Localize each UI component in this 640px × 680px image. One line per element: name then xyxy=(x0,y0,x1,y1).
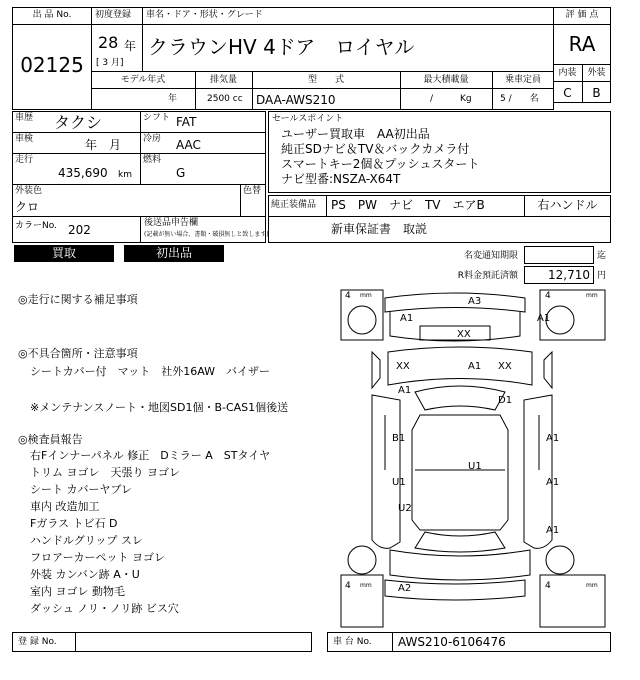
inspector-line: 室内 ヨゴレ 動物毛 xyxy=(30,585,125,598)
inspector-line: 車内 改造加工 xyxy=(30,500,100,513)
displacement: 2500 cc xyxy=(207,94,243,104)
tire-bl: 4 xyxy=(345,581,351,591)
tire-br: 4 xyxy=(545,581,551,591)
tire-tl: 4 xyxy=(345,291,351,301)
inspector-line: Fガラス トビ石 D xyxy=(30,517,118,530)
tire-tl-unit: mm xyxy=(360,292,372,299)
first-reg-year-unit: 年 xyxy=(124,39,137,53)
ac: AAC xyxy=(176,138,201,152)
damage-mark-a1: A1 xyxy=(400,313,414,324)
shift-label: シフト xyxy=(143,113,171,123)
defect-line: ※メンテナンスノート・地図SD1個・B-CAS1個後送 xyxy=(30,401,289,414)
capacity: 5 / 名 xyxy=(500,94,539,104)
driving-title: ◎走行に関する補足事項 xyxy=(18,293,138,306)
damage-mark-a1: A1 xyxy=(398,385,412,396)
deadline-label: 名変通知期限 xyxy=(463,251,518,261)
model-label: 型 式 xyxy=(307,75,344,85)
recycle-label: R料金預託済額 xyxy=(457,271,518,281)
tire-tr-unit: mm xyxy=(586,292,598,299)
first-listing-badge: 初出品 xyxy=(124,245,224,262)
color-no: 202 xyxy=(68,223,91,237)
damage-mark-b1: B1 xyxy=(392,433,406,444)
history: タクシ xyxy=(54,113,103,132)
damage-mark-a1: A1 xyxy=(468,361,482,372)
deadline-unit: 迄 xyxy=(597,251,607,261)
sales-point-line: 純正SDナビ＆TV＆バックカメラ付 xyxy=(281,142,470,156)
damage-mark-xx: XX xyxy=(457,329,471,340)
reg-no-box xyxy=(12,632,312,652)
history-label: 車歴 xyxy=(15,113,34,123)
inspector-line: フロアーカーペット ヨゴレ xyxy=(30,551,165,564)
first-reg-month: [ 3 月] xyxy=(96,58,124,68)
sales-point-line: ユーザー買取車 AA初出品 xyxy=(281,127,430,141)
name-label: 車名・ドア・形状・グレード xyxy=(146,10,263,20)
fuel: G xyxy=(176,166,186,180)
damage-mark-a1: A1 xyxy=(546,525,560,536)
tire-tr: 4 xyxy=(545,291,551,301)
sales-point-line: ナビ型番:NSZA-X64T xyxy=(281,172,401,186)
damage-mark-xx: XX xyxy=(498,361,512,372)
inspector-line: ハンドルグリップ スレ xyxy=(30,534,143,547)
damage-mark-u1: U1 xyxy=(468,461,482,472)
damage-mark-u1: U1 xyxy=(392,477,406,488)
damage-mark-a1: A1 xyxy=(546,477,560,488)
tire-bl-unit: mm xyxy=(360,582,372,589)
equipment-value: PS PW ナビ TV エアB xyxy=(331,198,485,212)
lot-label: 出 品 No. xyxy=(32,10,72,20)
exterior-label: 外装 xyxy=(587,68,606,78)
handle-position: 右ハンドル xyxy=(537,198,598,212)
mileage: 435,690 xyxy=(58,166,108,180)
inspector-title: ◎検査員報告 xyxy=(18,433,83,446)
equipment-label: 純正装備品 xyxy=(271,200,317,210)
inspector-line: 右Fインナーパネル 修正 Dミラー A STタイヤ xyxy=(30,449,271,462)
tire-br-unit: mm xyxy=(586,582,598,589)
ext-color-label: 外装色 xyxy=(15,186,43,196)
load: / Kg xyxy=(430,94,472,104)
score: RA xyxy=(568,32,596,56)
exterior-grade: B xyxy=(592,86,601,100)
color-no-label: カラーNo. xyxy=(15,221,57,231)
color-change-label: 色替 xyxy=(243,186,262,196)
mileage-unit: km xyxy=(118,170,132,180)
mileage-label: 走行 xyxy=(15,155,34,165)
first-reg-year: 28 xyxy=(98,33,119,52)
first-reg-label: 初度登録 xyxy=(95,10,132,20)
recycle-unit: 円 xyxy=(597,271,607,281)
reg-no-label: 登 録 No. xyxy=(18,637,57,647)
displacement-label: 排気量 xyxy=(209,75,237,85)
score-label: 評 価 点 xyxy=(565,10,599,20)
car-name: クラウンHV 4ドア ロイヤル xyxy=(148,35,415,59)
model-year-unit: 年 xyxy=(168,94,178,104)
damage-mark-a2: A2 xyxy=(398,583,412,594)
capacity-label: 乗車定員 xyxy=(504,75,541,85)
sales-point-line: スマートキー2個＆プッシュスタート xyxy=(281,157,480,171)
interior-label: 内装 xyxy=(558,68,577,78)
ac-label: 冷房 xyxy=(143,134,162,144)
lot-number: 02125 xyxy=(20,53,84,77)
recycle-value: 12,710 xyxy=(548,268,590,282)
post-doc-note: (記載が無い場合、書類・破損無しと致します) xyxy=(144,231,269,238)
damage-mark-u2: U2 xyxy=(398,503,412,514)
damage-mark-xx: XX xyxy=(396,361,410,372)
post-doc-label: 後送品申告欄 xyxy=(144,218,199,228)
inspector-line: 外装 カンバン跡 A・U xyxy=(30,568,140,581)
inspector-line: トリム ヨゴレ 天張り ヨゴレ xyxy=(30,466,180,479)
damage-mark-d1: D1 xyxy=(498,395,513,406)
model-year-label: モデル年式 xyxy=(120,75,166,85)
inspection: 年 月 xyxy=(85,138,122,152)
buy-badge: 買取 xyxy=(14,245,114,262)
load-label: 最大積載量 xyxy=(423,75,469,85)
shift: FAT xyxy=(176,115,197,129)
defect-title: ◎不具合箇所・注意事項 xyxy=(18,347,138,360)
damage-mark-a1: A1 xyxy=(537,313,551,324)
inspector-line: ダッシュ ノリ・ノリ跡 ビス穴 xyxy=(30,602,179,615)
chassis-number: AWS210-6106476 xyxy=(398,635,506,649)
sales-points-label: セールスポイント xyxy=(272,114,344,124)
damage-mark-a1: A1 xyxy=(546,433,560,444)
chassis-label: 車 台 No. xyxy=(333,637,372,647)
defect-line: シートカバー付 マット 社外16AW バイザー xyxy=(30,365,271,378)
damage-mark-a3: A3 xyxy=(468,296,482,307)
interior-grade: C xyxy=(563,86,572,100)
fuel-label: 燃料 xyxy=(143,155,162,165)
model-code: DAA-AWS210 xyxy=(256,93,336,107)
ext-color: クロ xyxy=(15,200,40,214)
inspection-label: 車検 xyxy=(15,134,34,144)
warranty: 新車保証書 取説 xyxy=(331,222,428,236)
inspector-line: シート カバーヤブレ xyxy=(30,483,133,496)
